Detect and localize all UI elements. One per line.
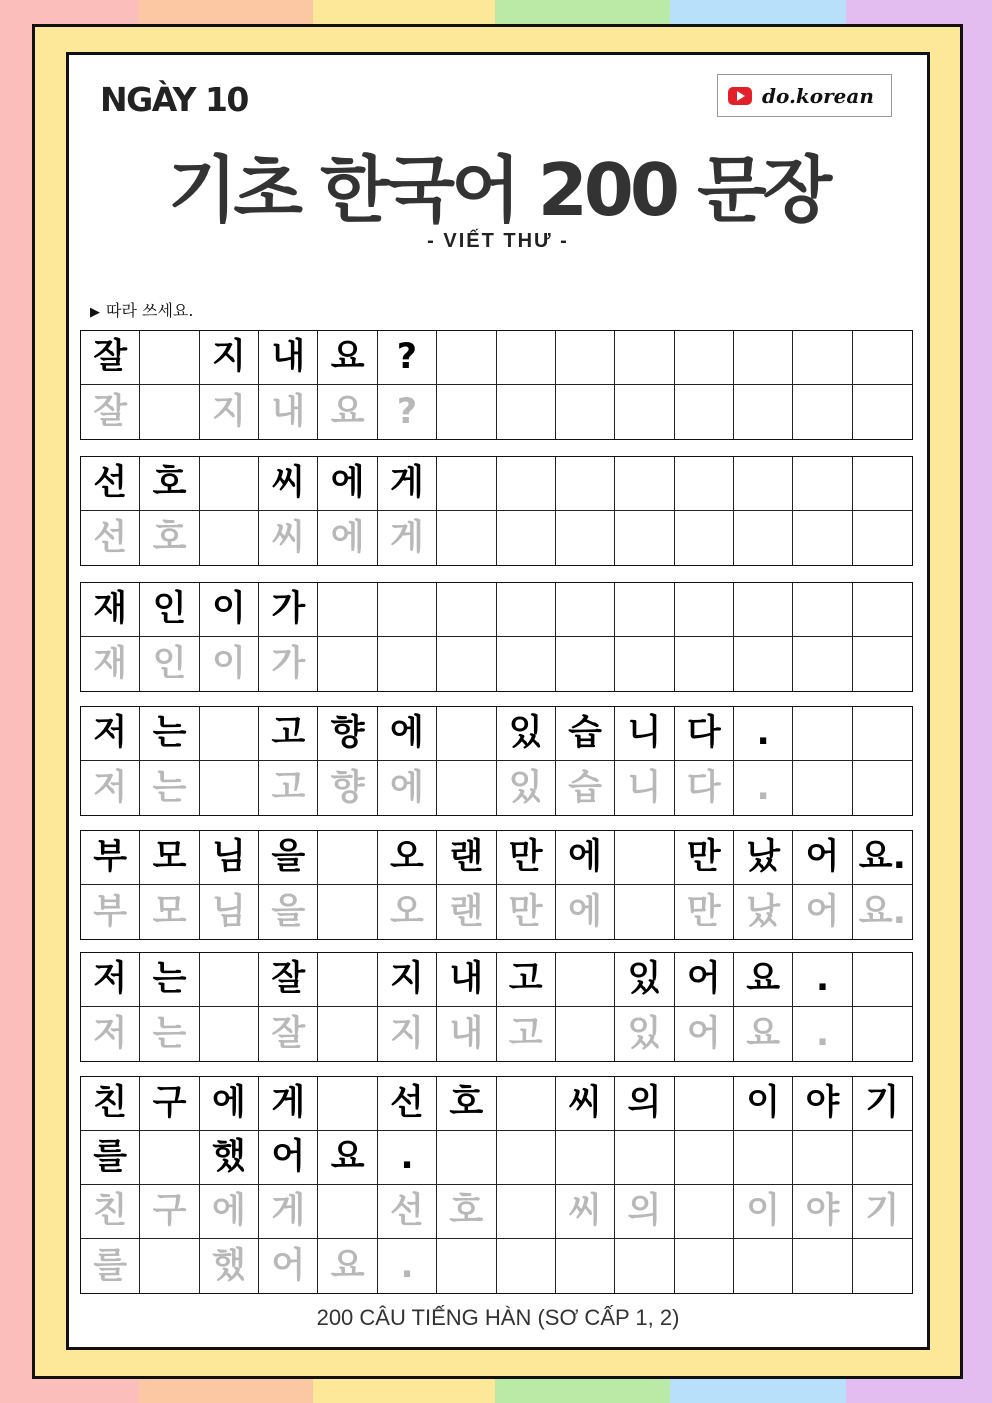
- trace-cell[interactable]: [318, 1185, 377, 1239]
- model-cell[interactable]: 저: [81, 707, 140, 761]
- trace-cell[interactable]: 는: [140, 761, 199, 815]
- model-cell[interactable]: 고: [497, 953, 556, 1007]
- trace-cell[interactable]: 어: [675, 1007, 734, 1061]
- trace-cell[interactable]: 만: [497, 885, 556, 939]
- model-cell[interactable]: [497, 1131, 556, 1185]
- trace-cell[interactable]: [675, 1185, 734, 1239]
- trace-cell[interactable]: 게: [378, 511, 437, 565]
- trace-cell[interactable]: 을: [259, 885, 318, 939]
- model-cell[interactable]: 어: [259, 1131, 318, 1185]
- trace-cell[interactable]: 났: [734, 885, 793, 939]
- model-cell[interactable]: 향: [318, 707, 377, 761]
- trace-cell[interactable]: [793, 1239, 852, 1293]
- model-cell[interactable]: 오: [378, 831, 437, 885]
- trace-cell[interactable]: 향: [318, 761, 377, 815]
- model-cell[interactable]: 구: [140, 1077, 199, 1131]
- model-cell[interactable]: .: [793, 953, 852, 1007]
- trace-cell[interactable]: [556, 385, 615, 439]
- trace-cell[interactable]: 기: [853, 1185, 912, 1239]
- model-cell[interactable]: 을: [259, 831, 318, 885]
- trace-cell[interactable]: 이: [734, 1185, 793, 1239]
- trace-cell[interactable]: 의: [615, 1185, 674, 1239]
- trace-cell[interactable]: 요: [734, 1007, 793, 1061]
- model-cell[interactable]: 호: [437, 1077, 496, 1131]
- model-cell[interactable]: [853, 1131, 912, 1185]
- trace-cell[interactable]: 씨: [259, 511, 318, 565]
- trace-cell[interactable]: [675, 511, 734, 565]
- trace-cell[interactable]: 어: [793, 885, 852, 939]
- model-cell[interactable]: [556, 1131, 615, 1185]
- trace-cell[interactable]: [793, 385, 852, 439]
- model-cell[interactable]: 있: [497, 707, 556, 761]
- trace-cell[interactable]: 니: [615, 761, 674, 815]
- model-cell[interactable]: [615, 457, 674, 511]
- model-cell[interactable]: 모: [140, 831, 199, 885]
- trace-cell[interactable]: 지: [378, 1007, 437, 1061]
- model-cell[interactable]: [497, 331, 556, 385]
- model-cell[interactable]: [853, 583, 912, 637]
- model-cell[interactable]: 에: [318, 457, 377, 511]
- model-cell[interactable]: [437, 331, 496, 385]
- trace-cell[interactable]: [140, 1239, 199, 1293]
- trace-cell[interactable]: 내: [437, 1007, 496, 1061]
- trace-cell[interactable]: [793, 761, 852, 815]
- model-cell[interactable]: [200, 707, 259, 761]
- trace-cell[interactable]: [793, 637, 852, 691]
- model-cell[interactable]: 어: [793, 831, 852, 885]
- model-cell[interactable]: [734, 1131, 793, 1185]
- trace-cell[interactable]: [497, 1239, 556, 1293]
- model-cell[interactable]: 요: [318, 1131, 377, 1185]
- trace-cell[interactable]: [615, 385, 674, 439]
- model-cell[interactable]: 는: [140, 953, 199, 1007]
- model-cell[interactable]: 지: [200, 331, 259, 385]
- model-cell[interactable]: 내: [437, 953, 496, 1007]
- model-cell[interactable]: [556, 331, 615, 385]
- model-cell[interactable]: 는: [140, 707, 199, 761]
- model-cell[interactable]: 습: [556, 707, 615, 761]
- model-cell[interactable]: 랜: [437, 831, 496, 885]
- model-cell[interactable]: 부: [81, 831, 140, 885]
- trace-cell[interactable]: [556, 1239, 615, 1293]
- model-cell[interactable]: 선: [378, 1077, 437, 1131]
- trace-cell[interactable]: [200, 1007, 259, 1061]
- sentence-grid: [80, 456, 913, 566]
- trace-cell[interactable]: [556, 511, 615, 565]
- model-cell[interactable]: [853, 331, 912, 385]
- trace-cell[interactable]: [556, 1007, 615, 1061]
- model-cell[interactable]: .: [734, 707, 793, 761]
- model-cell[interactable]: 내: [259, 331, 318, 385]
- trace-cell[interactable]: [497, 1185, 556, 1239]
- trace-cell[interactable]: 모: [140, 885, 199, 939]
- trace-cell[interactable]: [437, 1239, 496, 1293]
- trace-cell[interactable]: 에: [378, 761, 437, 815]
- trace-cell[interactable]: 랜: [437, 885, 496, 939]
- trace-cell[interactable]: [853, 1239, 912, 1293]
- trace-cell[interactable]: [615, 511, 674, 565]
- trace-cell[interactable]: 만: [675, 885, 734, 939]
- model-cell[interactable]: 야: [793, 1077, 852, 1131]
- trace-cell[interactable]: 호: [437, 1185, 496, 1239]
- sentence-grid: [80, 706, 913, 816]
- model-cell[interactable]: 게: [259, 1077, 318, 1131]
- model-cell[interactable]: [140, 331, 199, 385]
- model-cell[interactable]: [853, 953, 912, 1007]
- model-cell[interactable]: .: [378, 1131, 437, 1185]
- model-cell[interactable]: 호: [140, 457, 199, 511]
- model-cell[interactable]: 가: [259, 583, 318, 637]
- model-cell[interactable]: [318, 953, 377, 1007]
- trace-cell[interactable]: 를: [81, 1239, 140, 1293]
- model-cell[interactable]: 저: [81, 953, 140, 1007]
- model-cell[interactable]: 잘: [81, 331, 140, 385]
- trace-cell[interactable]: [853, 637, 912, 691]
- trace-cell[interactable]: [793, 511, 852, 565]
- model-cell[interactable]: [675, 1131, 734, 1185]
- model-cell[interactable]: 를: [81, 1131, 140, 1185]
- trace-cell[interactable]: [200, 511, 259, 565]
- trace-cell[interactable]: 저: [81, 761, 140, 815]
- trace-cell[interactable]: [318, 885, 377, 939]
- model-cell[interactable]: [615, 1131, 674, 1185]
- trace-cell[interactable]: 선: [81, 511, 140, 565]
- trace-cell[interactable]: .: [378, 1239, 437, 1293]
- model-cell[interactable]: 재: [81, 583, 140, 637]
- trace-cell[interactable]: [615, 1239, 674, 1293]
- trace-cell[interactable]: 습: [556, 761, 615, 815]
- trace-cell[interactable]: [437, 761, 496, 815]
- model-cell[interactable]: [793, 331, 852, 385]
- model-cell[interactable]: [615, 831, 674, 885]
- trace-cell[interactable]: [853, 511, 912, 565]
- trace-cell[interactable]: 고: [259, 761, 318, 815]
- model-cell[interactable]: 선: [81, 457, 140, 511]
- model-cell[interactable]: [318, 1077, 377, 1131]
- footer-text: 200 CÂU TIẾNG HÀN (SƠ CẤP 1, 2): [316, 1305, 680, 1330]
- play-arrow-icon: ▶: [90, 305, 100, 320]
- model-cell[interactable]: [437, 583, 496, 637]
- trace-cell[interactable]: 지: [200, 385, 259, 439]
- trace-cell[interactable]: 요: [318, 385, 377, 439]
- model-cell[interactable]: 있: [615, 953, 674, 1007]
- trace-cell[interactable]: 요.: [858, 891, 906, 932]
- trace-cell[interactable]: [318, 1007, 377, 1061]
- trace-cell[interactable]: [853, 761, 912, 815]
- trace-cell[interactable]: ?: [378, 385, 437, 439]
- model-cell[interactable]: 게: [378, 457, 437, 511]
- model-cell[interactable]: 에: [556, 831, 615, 885]
- trace-cell[interactable]: 고: [497, 1007, 556, 1061]
- model-cell[interactable]: [734, 457, 793, 511]
- model-cell[interactable]: 났: [734, 831, 793, 885]
- model-cell[interactable]: 니: [615, 707, 674, 761]
- model-cell[interactable]: 씨: [259, 457, 318, 511]
- trace-cell[interactable]: 다: [675, 761, 734, 815]
- trace-cell[interactable]: [853, 385, 912, 439]
- brand-name: do.korean: [762, 83, 874, 108]
- trace-cell[interactable]: [675, 385, 734, 439]
- model-cell[interactable]: [615, 583, 674, 637]
- model-cell[interactable]: 어: [675, 953, 734, 1007]
- model-cell[interactable]: [615, 331, 674, 385]
- trace-cell[interactable]: 에: [556, 885, 615, 939]
- trace-cell[interactable]: [378, 637, 437, 691]
- model-cell[interactable]: 요.: [853, 831, 912, 885]
- model-cell[interactable]: [556, 953, 615, 1007]
- trace-cell[interactable]: [675, 637, 734, 691]
- trace-cell[interactable]: 잘: [259, 1007, 318, 1061]
- trace-cell[interactable]: [318, 637, 377, 691]
- model-cell[interactable]: [734, 331, 793, 385]
- trace-cell[interactable]: [437, 511, 496, 565]
- trace-cell[interactable]: [437, 385, 496, 439]
- sentence-grid: [80, 582, 913, 692]
- model-cell[interactable]: 기: [853, 1077, 912, 1131]
- trace-cell[interactable]: 호: [140, 511, 199, 565]
- trace-cell[interactable]: 는: [140, 1007, 199, 1061]
- model-cell[interactable]: 지: [378, 953, 437, 1007]
- trace-cell[interactable]: 잘: [81, 385, 140, 439]
- model-cell[interactable]: [497, 457, 556, 511]
- model-cell[interactable]: [378, 583, 437, 637]
- model-cell[interactable]: 고: [259, 707, 318, 761]
- instruction: [90, 298, 193, 321]
- model-cell[interactable]: [200, 953, 259, 1007]
- model-cell[interactable]: [853, 457, 912, 511]
- sentence-grid: [80, 1076, 913, 1294]
- model-cell[interactable]: [200, 457, 259, 511]
- trace-cell[interactable]: [675, 1239, 734, 1293]
- brand-badge[interactable]: [717, 74, 892, 117]
- trace-cell[interactable]: 있: [497, 761, 556, 815]
- sentence-grid: [80, 330, 913, 440]
- model-cell[interactable]: [556, 457, 615, 511]
- model-cell[interactable]: [675, 457, 734, 511]
- model-cell[interactable]: 이: [200, 583, 259, 637]
- model-cell[interactable]: [853, 707, 912, 761]
- trace-cell[interactable]: 부: [81, 885, 140, 939]
- trace-cell[interactable]: [497, 385, 556, 439]
- model-cell[interactable]: 요: [318, 331, 377, 385]
- model-cell[interactable]: [437, 707, 496, 761]
- model-cell[interactable]: 했: [200, 1131, 259, 1185]
- page-subtitle: - VIẾT THƯ -: [427, 230, 569, 252]
- trace-cell[interactable]: 친: [81, 1185, 140, 1239]
- model-cell[interactable]: [675, 1077, 734, 1131]
- trace-cell[interactable]: 저: [81, 1007, 140, 1061]
- instruction-text: 따라 쓰세요.: [106, 301, 194, 320]
- model-cell[interactable]: [437, 1131, 496, 1185]
- trace-cell[interactable]: 이: [200, 637, 259, 691]
- trace-cell[interactable]: 재: [81, 637, 140, 691]
- model-cell[interactable]: [556, 583, 615, 637]
- trace-cell[interactable]: 요: [318, 1239, 377, 1293]
- trace-cell[interactable]: [200, 761, 259, 815]
- trace-cell[interactable]: 오: [378, 885, 437, 939]
- trace-cell[interactable]: [734, 1239, 793, 1293]
- model-cell[interactable]: [318, 831, 377, 885]
- model-cell[interactable]: [793, 457, 852, 511]
- page-title: 기초 한국어 200 문장: [167, 148, 829, 232]
- model-cell[interactable]: 에: [378, 707, 437, 761]
- model-cell[interactable]: 씨: [556, 1077, 615, 1131]
- trace-cell[interactable]: 에: [318, 511, 377, 565]
- trace-cell[interactable]: 어: [259, 1239, 318, 1293]
- trace-cell[interactable]: [497, 511, 556, 565]
- model-cell[interactable]: [437, 457, 496, 511]
- trace-cell[interactable]: [615, 885, 674, 939]
- model-cell[interactable]: 친: [81, 1077, 140, 1131]
- model-cell[interactable]: [675, 331, 734, 385]
- trace-cell[interactable]: [497, 637, 556, 691]
- trace-cell[interactable]: .: [734, 761, 793, 815]
- trace-cell[interactable]: 구: [140, 1185, 199, 1239]
- model-cell[interactable]: [793, 583, 852, 637]
- model-cell[interactable]: [497, 583, 556, 637]
- model-cell[interactable]: ?: [378, 331, 437, 385]
- model-cell[interactable]: 다: [675, 707, 734, 761]
- model-cell[interactable]: 이: [734, 1077, 793, 1131]
- trace-cell[interactable]: [734, 637, 793, 691]
- trace-cell[interactable]: [734, 511, 793, 565]
- model-cell[interactable]: [793, 1131, 852, 1185]
- trace-cell[interactable]: 인: [140, 637, 199, 691]
- model-cell[interactable]: 요: [734, 953, 793, 1007]
- trace-cell[interactable]: 선: [378, 1185, 437, 1239]
- trace-cell[interactable]: 내: [259, 385, 318, 439]
- trace-cell[interactable]: 야: [793, 1185, 852, 1239]
- trace-cell[interactable]: .: [793, 1007, 852, 1061]
- model-cell[interactable]: [734, 583, 793, 637]
- trace-cell[interactable]: 에: [200, 1185, 259, 1239]
- trace-cell[interactable]: 가: [259, 637, 318, 691]
- model-cell[interactable]: [140, 1131, 199, 1185]
- trace-cell[interactable]: [615, 637, 674, 691]
- sentence-grid: [80, 952, 913, 1062]
- model-cell[interactable]: [793, 707, 852, 761]
- model-cell[interactable]: 만: [675, 831, 734, 885]
- trace-cell[interactable]: 했: [200, 1239, 259, 1293]
- youtube-play-icon: [728, 87, 752, 105]
- trace-cell[interactable]: 있: [615, 1007, 674, 1061]
- trace-cell[interactable]: [734, 385, 793, 439]
- trace-cell[interactable]: 씨: [556, 1185, 615, 1239]
- model-cell[interactable]: [318, 583, 377, 637]
- trace-cell[interactable]: 님: [200, 885, 259, 939]
- model-cell[interactable]: 만: [497, 831, 556, 885]
- day-label: NGÀY 10: [100, 80, 248, 119]
- model-cell[interactable]: 님: [200, 831, 259, 885]
- trace-cell[interactable]: [140, 385, 199, 439]
- sentence-grid: [80, 830, 913, 940]
- model-cell[interactable]: 인: [140, 583, 199, 637]
- trace-cell[interactable]: [556, 637, 615, 691]
- model-cell[interactable]: 에: [200, 1077, 259, 1131]
- trace-cell[interactable]: [437, 637, 496, 691]
- model-cell[interactable]: 잘: [259, 953, 318, 1007]
- trace-cell[interactable]: [853, 1007, 912, 1061]
- model-cell[interactable]: 의: [615, 1077, 674, 1131]
- model-cell[interactable]: [497, 1077, 556, 1131]
- trace-cell[interactable]: 게: [259, 1185, 318, 1239]
- model-cell[interactable]: [675, 583, 734, 637]
